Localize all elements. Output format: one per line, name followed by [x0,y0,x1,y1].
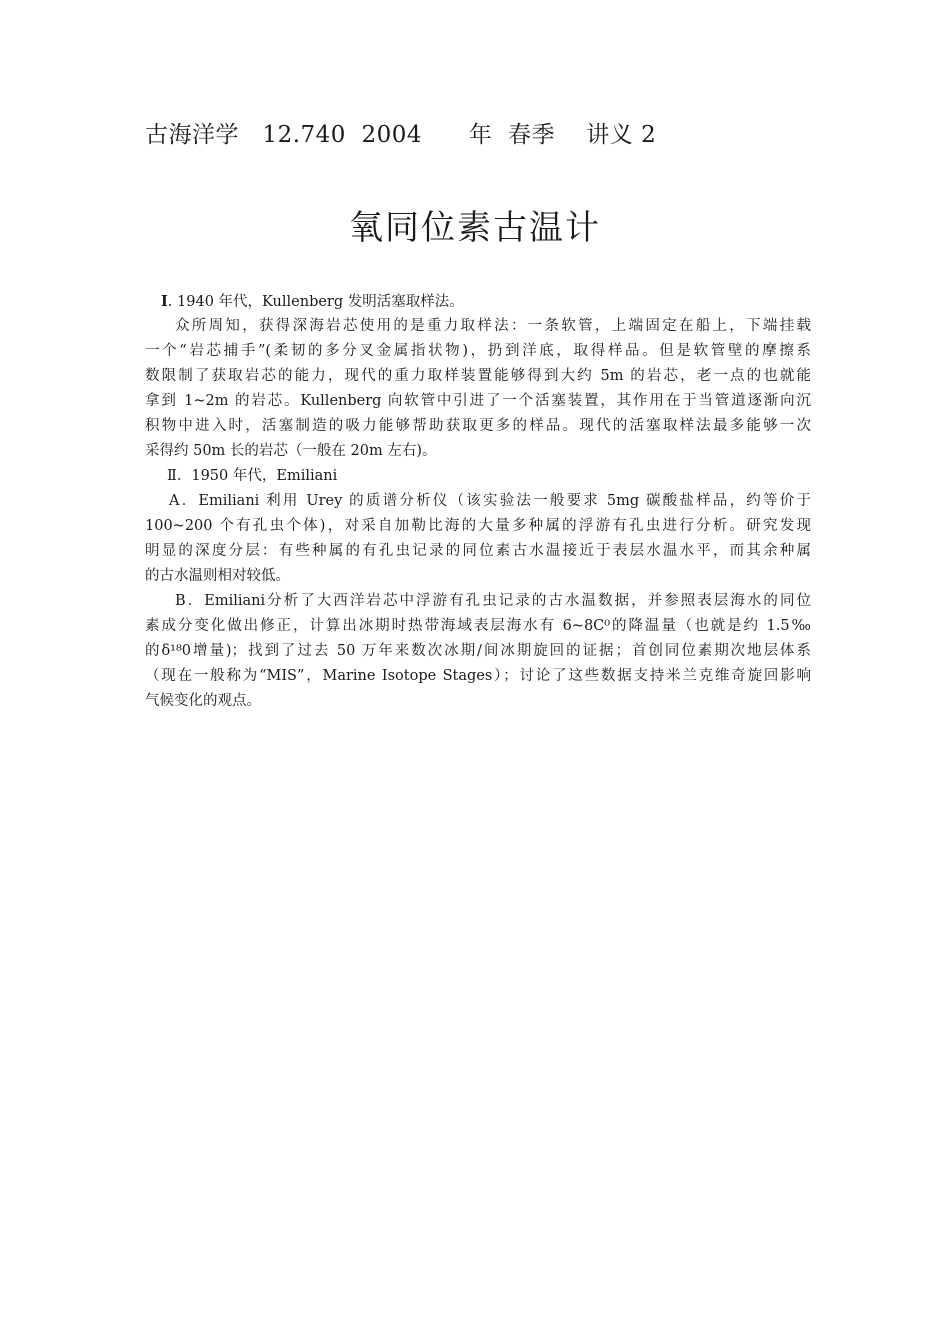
paragraph-line: 素成分变化做出修正，计算出冰期时热带海域表层海水有 6~8C⁰的降温量（也就是约 1.5‰ [145,618,811,634]
paragraph-line: 100~200 个有孔虫个体)，对采自加勒比海的大量多种属的浮游有孔虫进行分析。研究发现 [145,518,811,534]
paragraph-line: 的δ¹⁸0增量)；找到了过去 50 万年来数次冰期/间冰期旋回的证据；首创同位素期次地层体系 [145,643,811,659]
paragraph-line: 数限制了获取岩芯的能力，现代的重力取样装置能够得到大约 5m 的岩芯，老一点的也就能 [145,368,811,384]
course-header: 古海洋学 12.740 2004 年 春季 讲义 2 [145,122,657,148]
paragraph-line: （现在一般称为“MIS”，Marine Isotope Stages）；讨论了这些数据支持米兰克维奇旋回影响 [145,668,811,684]
paragraph-line: 拿到 1~2m 的岩芯。Kullenberg 向软管中引进了一个活塞装置，其作用在于当管道逐渐向沉 [145,393,811,409]
paragraph-line: 一个“岩芯捕手”(柔韧的多分叉金属指状物)，扔到洋底，取得样品。但是软管壁的摩擦系 [145,343,811,359]
paragraph-line: 的古水温则相对较低。 [145,568,290,584]
document-body [145,289,811,714]
paragraph-line: 积物中进入时，活塞制造的吸力能够帮助获取更多的样品。现代的活塞取样法最多能够一次 [145,418,811,434]
section-2-heading: Ⅱ．1950 年代，Emiliani [167,468,338,484]
paragraph-line: A．Emiliani 利用 Urey 的质谱分析仪（该实验法一般要求 5mg 碳酸盐样品，约等价于 [169,493,811,509]
paragraph-line: B．Emiliani分析了大西洋岩芯中浮游有孔虫记录的古水温数据，并参照表层海水的同位 [175,593,811,609]
paragraph-line: 采得约 50m 长的岩芯（一般在 20m 左右)。 [145,443,437,459]
section-1-numeral: I [161,293,168,310]
paragraph-line: 气候变化的观点。 [145,693,261,709]
paragraph-line: 明显的深度分层：有些种属的有孔虫记录的同位素古水温接近于表层水温水平，而其余种属 [145,543,811,559]
section-1-heading [145,289,811,314]
section-1-heading-text: . 1940 年代，Kullenberg 发明活塞取样法。 [167,294,464,310]
document-title: 氧同位素古温计 [349,208,601,248]
paragraph-line: 众所周知，获得深海岩芯使用的是重力取样法：一条软管，上端固定在船上，下端挂载 [175,318,811,334]
